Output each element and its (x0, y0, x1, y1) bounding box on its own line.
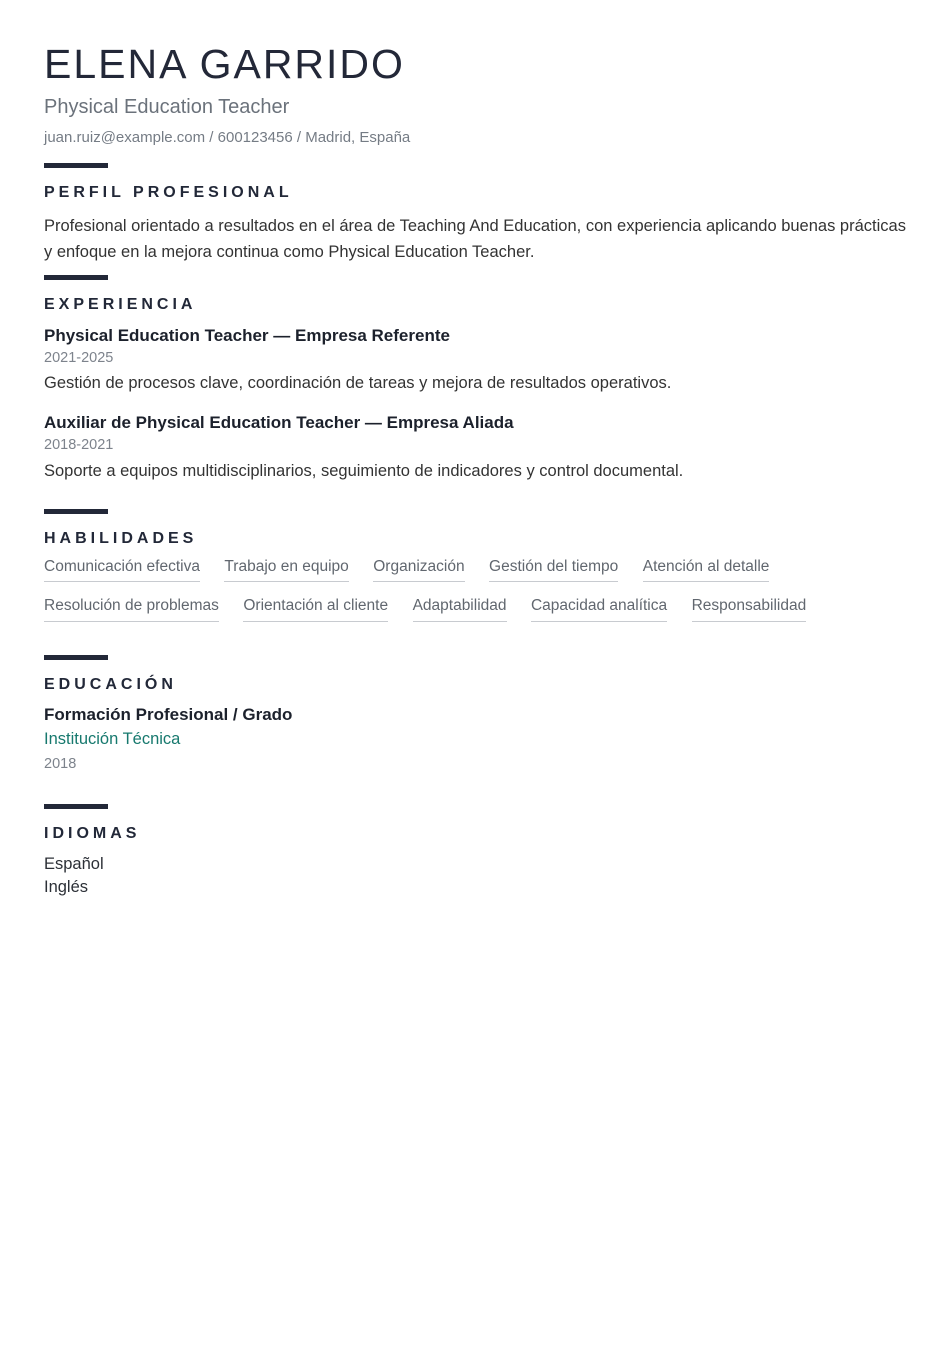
experience-heading: EXPERIENCIA (44, 296, 197, 314)
skill-item: Capacidad analítica (531, 597, 667, 622)
education-heading: EDUCACIÓN (44, 675, 177, 693)
contact-line: juan.ruiz@example.com / 600123456 / Madrid, España (44, 129, 411, 147)
language-item: Español (44, 854, 104, 873)
section-divider-bar (44, 163, 108, 168)
section-divider-bar (44, 655, 108, 660)
section-divider-bar (44, 275, 108, 280)
education-degree: Formación Profesional / Grado (44, 705, 293, 725)
profile-summary-text: Profesional orientado a resultados en el área de Teaching And Education, con experiencia aplicando buenas prácticas y enfoque en la mejora continua como Physical Education Teacher. (44, 216, 906, 261)
skill-item: Adaptabilidad (413, 597, 507, 622)
job-description: Gestión de procesos clave, coordinación de tareas y mejora de resultados operativos. (44, 374, 672, 393)
section-divider-bar (44, 509, 108, 514)
section-divider-bar (44, 804, 108, 809)
languages-heading: IDIOMAS (44, 824, 141, 842)
section-education (44, 655, 908, 774)
section-profile (44, 163, 908, 265)
skill-item: Responsabilidad (692, 597, 807, 622)
job-entry (44, 412, 908, 483)
section-skills (44, 509, 908, 637)
profile-heading: PERFIL PROFESIONAL (44, 184, 293, 202)
skill-list (44, 558, 908, 637)
skill-item: Organización (373, 558, 464, 583)
candidate-job-title: Physical Education Teacher (44, 96, 290, 119)
job-title: Auxiliar de Physical Education Teacher — Empresa Aliada (44, 412, 514, 432)
job-title: Physical Education Teacher — Empresa Referente (44, 325, 450, 345)
skill-item: Resolución de problemas (44, 597, 219, 622)
job-entry (44, 325, 908, 396)
education-entry (44, 704, 908, 773)
section-experience (44, 275, 908, 482)
skill-item: Gestión del tiempo (489, 558, 618, 583)
language-item: Inglés (44, 878, 89, 897)
language-list (44, 853, 908, 900)
job-list (44, 325, 908, 483)
skill-item: Orientación al cliente (243, 597, 388, 622)
job-description: Soporte a equipos multidisciplinarios, seguimiento de indicadores y control documental. (44, 461, 684, 480)
resume-header (44, 40, 908, 147)
job-dates: 2021-2025 (44, 349, 114, 366)
section-languages (44, 804, 908, 900)
job-dates: 2018-2021 (44, 436, 114, 453)
skill-item: Trabajo en equipo (224, 558, 348, 583)
skill-item: Atención al detalle (643, 558, 770, 583)
candidate-name: ELENA GARRIDO (44, 41, 405, 87)
education-year: 2018 (44, 755, 77, 772)
skills-heading: HABILIDADES (44, 529, 198, 547)
education-institution: Institución Técnica (44, 730, 181, 749)
skill-item: Comunicación efectiva (44, 558, 200, 583)
